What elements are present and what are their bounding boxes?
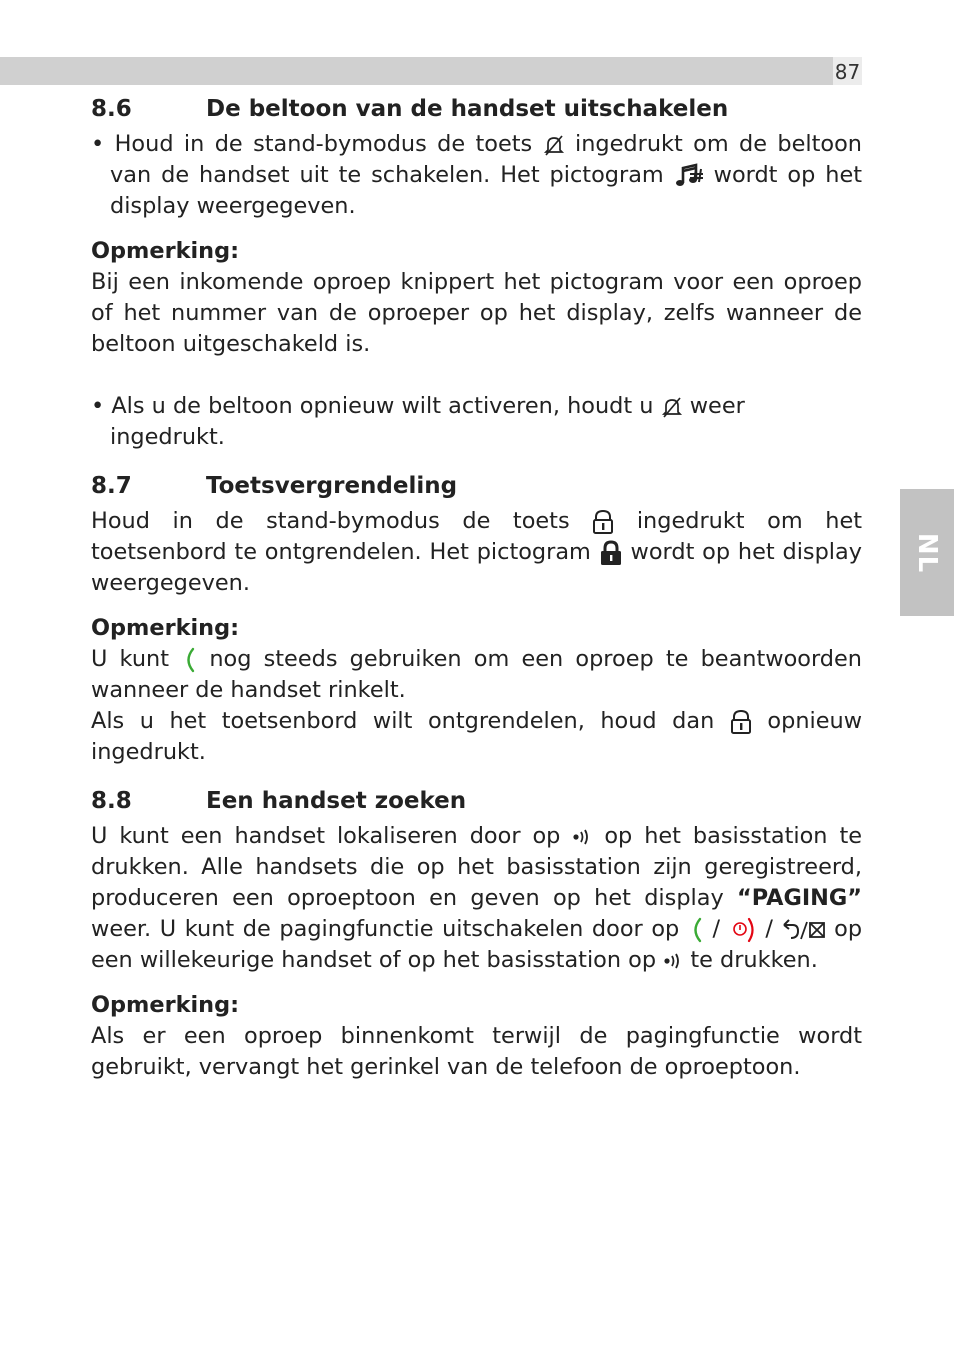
section-number: 8.6: [91, 96, 132, 122]
slash: /: [712, 916, 721, 942]
bell-off-icon: [543, 133, 565, 157]
talk-key-icon: [688, 917, 704, 943]
slash: /: [765, 916, 773, 942]
section-heading-8-7: [91, 469, 862, 503]
text: Houd in de stand-bymodus de toets: [114, 131, 533, 157]
text: weer ingedrukt.: [110, 393, 745, 450]
note-text: Als er een oproep binnenkomt terwijl de pagingfunctie wordt gebruikt, vervangt het gerinkel van de telefoon de oproeptoon.: [91, 1023, 862, 1080]
text: wordt op het display weergegeven.: [91, 539, 862, 596]
music-notes-off-icon: [674, 163, 704, 189]
talk-key-icon: [181, 647, 197, 673]
text: wordt op het display weergegeven.: [110, 162, 862, 219]
language-tab: [900, 489, 954, 616]
text: op het basisstation te drukken. Alle handsets die op het basisstation zijn geregistreerd, produceren een oproeptoon en geven op het display: [91, 823, 862, 911]
note-title: Opmerking:: [91, 238, 240, 264]
bell-off-icon: [661, 395, 683, 419]
note-title: Opmerking:: [91, 615, 240, 641]
section-title: Een handset zoeken: [206, 788, 467, 814]
padlock-icon: [599, 540, 623, 566]
section-title: De beltoon van de handset uitschakelen: [206, 96, 729, 122]
section-number: 8.7: [91, 473, 132, 499]
section-title: Toetsvergrendeling: [206, 473, 458, 499]
bullet-ringer-off: • Houd in de stand-bymodus de toets ingedrukt om de beltoon van de handset uit te schakelen. Het pictogram wordt op het display weergegeven.: [91, 131, 862, 219]
paging-paragraph: [91, 821, 862, 976]
text: Als u de beltoon opnieuw wilt activeren, houdt u: [111, 393, 654, 419]
hash-lock-key-icon: [592, 509, 614, 535]
page-signal-icon: [663, 951, 683, 971]
section-heading-8-8: [91, 784, 862, 818]
page-signal-icon: [572, 827, 592, 847]
text: te drukken.: [690, 947, 818, 973]
back-clear-key-icon: [782, 919, 826, 941]
language-tab-label: NL: [912, 532, 942, 573]
text: opnieuw ingedrukt.: [91, 708, 863, 765]
page-number: 87: [833, 57, 862, 85]
text: Houd in de stand-bymodus de toets: [91, 508, 570, 534]
page-content: [91, 92, 862, 1083]
note-title: Opmerking:: [91, 992, 240, 1018]
keylock-paragraph: [91, 506, 862, 599]
note-text-unlock: [91, 706, 862, 768]
text: weer. U kunt de pagingfunctie uitschakelen door op: [91, 916, 680, 942]
section-heading-8-6: [91, 92, 862, 126]
bullet-ringer-on: • Als u de beltoon opnieuw wilt activeren, houdt u weer ingedrukt.: [91, 393, 745, 450]
text: U kunt een handset lokaliseren door op: [91, 823, 561, 849]
text: Als u het toetsenbord wilt ontgrendelen, houd dan: [91, 708, 715, 734]
text: U kunt: [91, 646, 169, 672]
text: op een willekeurige handset of op het basisstation op: [91, 916, 863, 973]
text: ingedrukt om de beltoon van de handset uit te schakelen. Het pictogram: [110, 131, 862, 188]
section-number: 8.8: [91, 788, 132, 814]
paging-label: “PAGING”: [737, 885, 862, 911]
header-bar: [0, 57, 833, 85]
note-text: Bij een inkomende oproep knippert het pictogram voor een oproep of het nummer van de oproeper op het display, zelfs wanneer de beltoon uitgeschakeld is.: [91, 269, 862, 357]
end-power-key-icon: [729, 917, 757, 943]
text: ingedrukt om het toetsenbord te ontgrendelen. Het pictogram: [91, 508, 863, 565]
hash-lock-key-icon: [730, 709, 752, 735]
note-text-answer: [91, 644, 862, 706]
text: nog steeds gebruiken om een oproep te beantwoorden wanneer de handset rinkelt.: [91, 646, 862, 703]
